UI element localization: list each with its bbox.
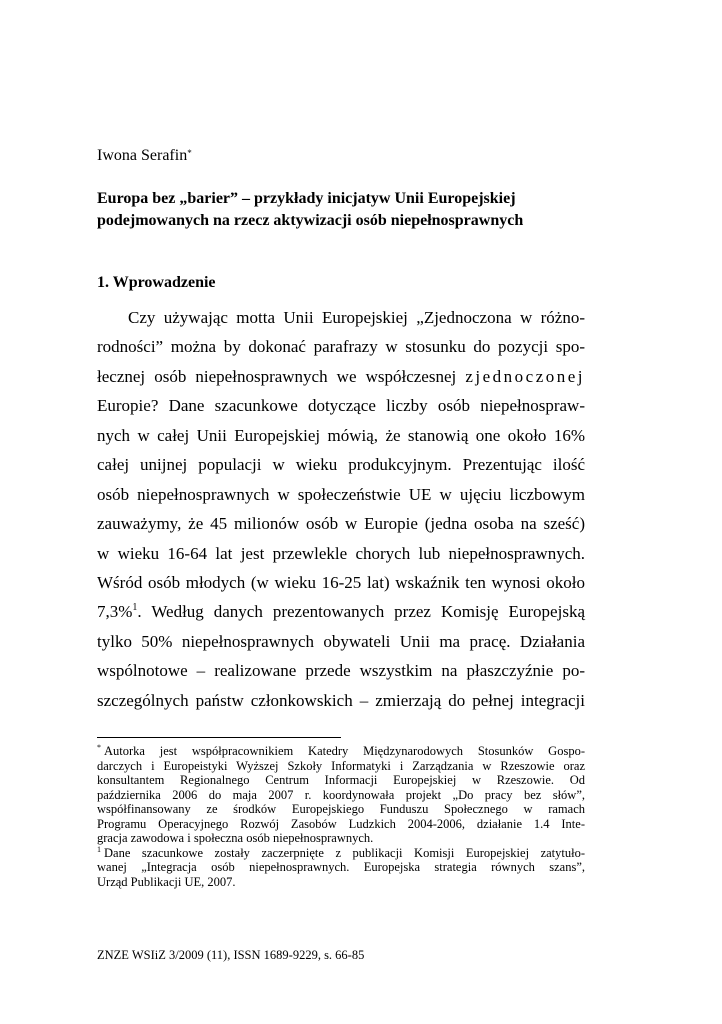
body-line-9: w wieku 16-64 lat jest przewlekle chorych lub niepełnosprawnych.: [97, 543, 585, 563]
body-line-14: szczególnych państw członkowskich – zmierzają do pełnej integracji: [97, 690, 585, 710]
author-name-block: [97, 146, 192, 166]
body-line-11: [97, 597, 585, 626]
body-line-2: rodności” można by dokonać parafrazy w stosunku do pozycji spo-: [97, 337, 585, 357]
footnote-source-line-1: [97, 846, 585, 861]
footnote-author-line-7: gracja zawodowa i społeczna osób niepełnosprawnych.: [97, 831, 374, 845]
body-line-3: [97, 362, 585, 391]
footnote-separator: [97, 737, 341, 738]
body-line-1: Czy używając motta Unii Europejskiej „Zjednoczona w różno-: [128, 308, 585, 327]
body-line-6: całej unijnej populacji w wieku produkcyjnym. Prezentując ilość: [97, 455, 585, 475]
paper-title-line-2: podejmowanych na rzecz aktywizacji osób niepełnosprawnych: [97, 212, 524, 229]
journal-citation-footer: ZNZE WSIiZ 3/2009 (11), ISSN 1689-9229, s. 66-85: [97, 948, 365, 962]
footnote-author-marker: *: [97, 743, 101, 752]
body-line-8: zauważymy, że 45 milionów osób w Europie (jedna osoba na sześć): [97, 514, 585, 534]
section-heading: 1. Wprowadzenie: [97, 274, 216, 291]
footnote-source-line-3: Urząd Publikacji UE, 2007.: [97, 874, 236, 889]
footnote-author-line-4: października 2006 do maja 2007 r. koordynowała projekt „Do pracy bez słów”,: [97, 787, 585, 802]
body-paragraph: [97, 303, 585, 715]
body-line-7: osób niepełnosprawnych w społeczeństwie UE w ujęciu liczbowym: [97, 484, 585, 504]
body-line-4: Europie? Dane szacunkowe dotyczące liczby osób niepełnospraw-: [97, 396, 585, 416]
footnotes: [97, 744, 585, 889]
footnote-author-line-1: [97, 744, 585, 759]
body-line-10: Wśród osób młodych (w wieku 16-25 lat) wskaźnik ten wynosi około: [97, 572, 585, 592]
footnote-author-line-6: Programu Operacyjnego Rozwój Zasobów Ludzkich 2004-2006, działanie 1.4 Inte-: [97, 816, 585, 831]
footnote-author-text-1: Autorka jest współpracownikiem Katedry Międzynarodowych Stosunków Gospo-: [104, 744, 585, 758]
spaced-emphasis-word: zjednoczonej: [465, 366, 586, 386]
footnote-author-line-3: konsultantem Regionalnego Centrum Informacji Europejskiej w Rzeszowie. Od: [97, 773, 585, 787]
footnote-source-marker: 1: [97, 844, 101, 854]
paper-title-line-1: Europa bez „barier” – przykłady inicjatyw Unii Europejskiej: [97, 190, 516, 207]
footnote-author-line-5: współfinansowany ze środków Europejskiego Funduszu Społecznego w ramach: [97, 802, 585, 816]
footnote-source-text-1: Dane szacunkowe zostały zaczerpnięte z publikacji Komisji Europejskiej zatytuło-: [104, 845, 585, 860]
body-line-13: wspólnotowe – realizowane przede wszystkim na płaszczyźnie po-: [97, 661, 585, 681]
body-line-3-text: łecznej osób niepełnosprawnych we współczesnej: [97, 366, 457, 386]
body-line-12: tylko 50% niepełnosprawnych obywateli Unii ma pracę. Działania: [97, 631, 585, 651]
footnote-source-line-2: wanej „Integracja osób niepełnosprawnych. Europejska strategia równych szans”,: [97, 860, 585, 874]
body-line-5: nych w całej Unii Europejskiej mówią, że stanowią one około 16%: [97, 425, 585, 445]
author-footnote-marker: *: [187, 148, 192, 158]
body-line-11-start: 7,3%: [97, 602, 133, 622]
footnote-ref-1: 1: [132, 602, 138, 614]
body-line-11-rest: . Według danych prezentowanych przez Komisję Europejską: [137, 602, 585, 622]
paper-title: [97, 188, 617, 232]
footnote-author-line-2: darczych i Europeistyki Wyższej Szkoły Informatyki i Zarządzania w Rzeszowie oraz: [97, 758, 585, 773]
author-name: Iwona Serafin: [97, 147, 188, 164]
